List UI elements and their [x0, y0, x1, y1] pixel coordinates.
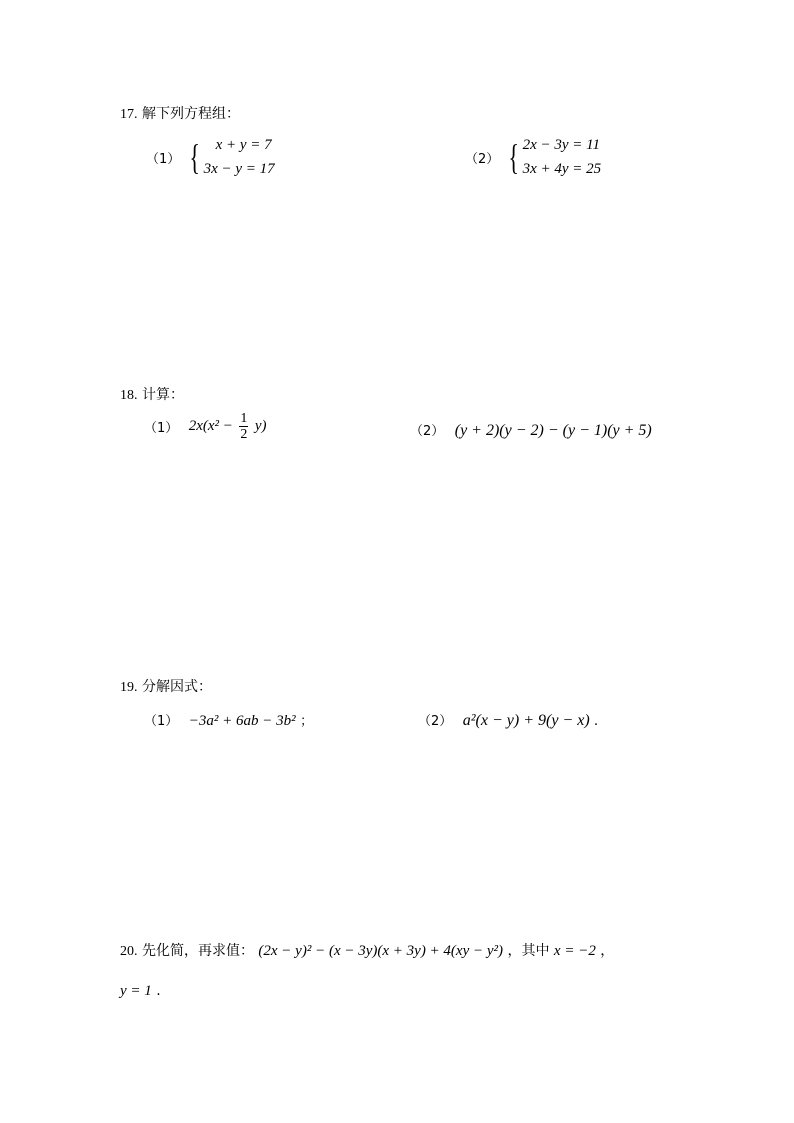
- left-brace: {: [508, 137, 520, 177]
- equation-system-2: [465, 133, 601, 181]
- equation-2: 3x − y = 17: [203, 161, 275, 177]
- question-18-text: 计算：: [141, 387, 184, 403]
- punctuation: .: [594, 713, 598, 729]
- part-label: （1）: [144, 421, 179, 436]
- punctuation: ；: [300, 714, 314, 729]
- part-label: （2）: [465, 151, 500, 167]
- condition-y: y = 1: [120, 983, 152, 999]
- part-label: （2）: [410, 424, 445, 439]
- part-label: （1）: [146, 151, 181, 167]
- fraction-numerator: 1: [240, 411, 248, 426]
- question-19-number: 19.: [120, 680, 138, 695]
- question-19-part-1: [144, 710, 313, 730]
- expression: (y + 2)(y − 2) − (y − 1)(y + 5): [454, 422, 652, 439]
- question-19-title: [120, 676, 212, 696]
- question-20-intro: 先化简，再求值：: [141, 943, 254, 959]
- question-20-line-1: [120, 940, 614, 960]
- fraction-one-half: [239, 411, 248, 442]
- period: .: [156, 983, 161, 999]
- question-19-text: 分解因式：: [141, 679, 212, 695]
- part-label: （1）: [144, 714, 179, 729]
- part-label: （2）: [418, 714, 453, 729]
- question-20-line-2: [120, 983, 161, 1000]
- question-17-part-2: [465, 133, 601, 181]
- equation-2: 3x + 4y = 25: [522, 161, 602, 177]
- question-17-part-1: [146, 133, 275, 181]
- question-18-part-1: [144, 411, 266, 442]
- condition-x: x = −2: [553, 943, 596, 959]
- question-18-title: [120, 384, 184, 404]
- left-brace: {: [189, 137, 201, 177]
- question-17-title: [120, 103, 240, 123]
- separator: ，: [600, 943, 615, 959]
- fraction-denominator: 2: [240, 427, 248, 442]
- question-17-number: 17.: [120, 107, 138, 122]
- question-20-number: 20.: [120, 944, 138, 959]
- condition-prefix: ，其中: [507, 943, 550, 959]
- expression-pre: 2x(x² −: [188, 418, 233, 434]
- expression: −3a² + 6ab − 3b²: [188, 713, 296, 729]
- question-18-part-2: [410, 420, 652, 440]
- equation-1: 2x − 3y = 11: [522, 137, 601, 153]
- question-17-text: 解下列方程组：: [141, 106, 240, 122]
- question-19-part-2: [418, 710, 598, 730]
- expression: (2x − y)² − (x − 3y)(x + 3y) + 4(xy − y²): [258, 943, 504, 959]
- equation-1: x + y = 7: [215, 137, 272, 153]
- equation-system-1: [146, 133, 275, 181]
- expression: a²(x − y) + 9(y − x): [462, 712, 590, 729]
- expression-post: y): [254, 418, 267, 434]
- question-18-number: 18.: [120, 388, 138, 403]
